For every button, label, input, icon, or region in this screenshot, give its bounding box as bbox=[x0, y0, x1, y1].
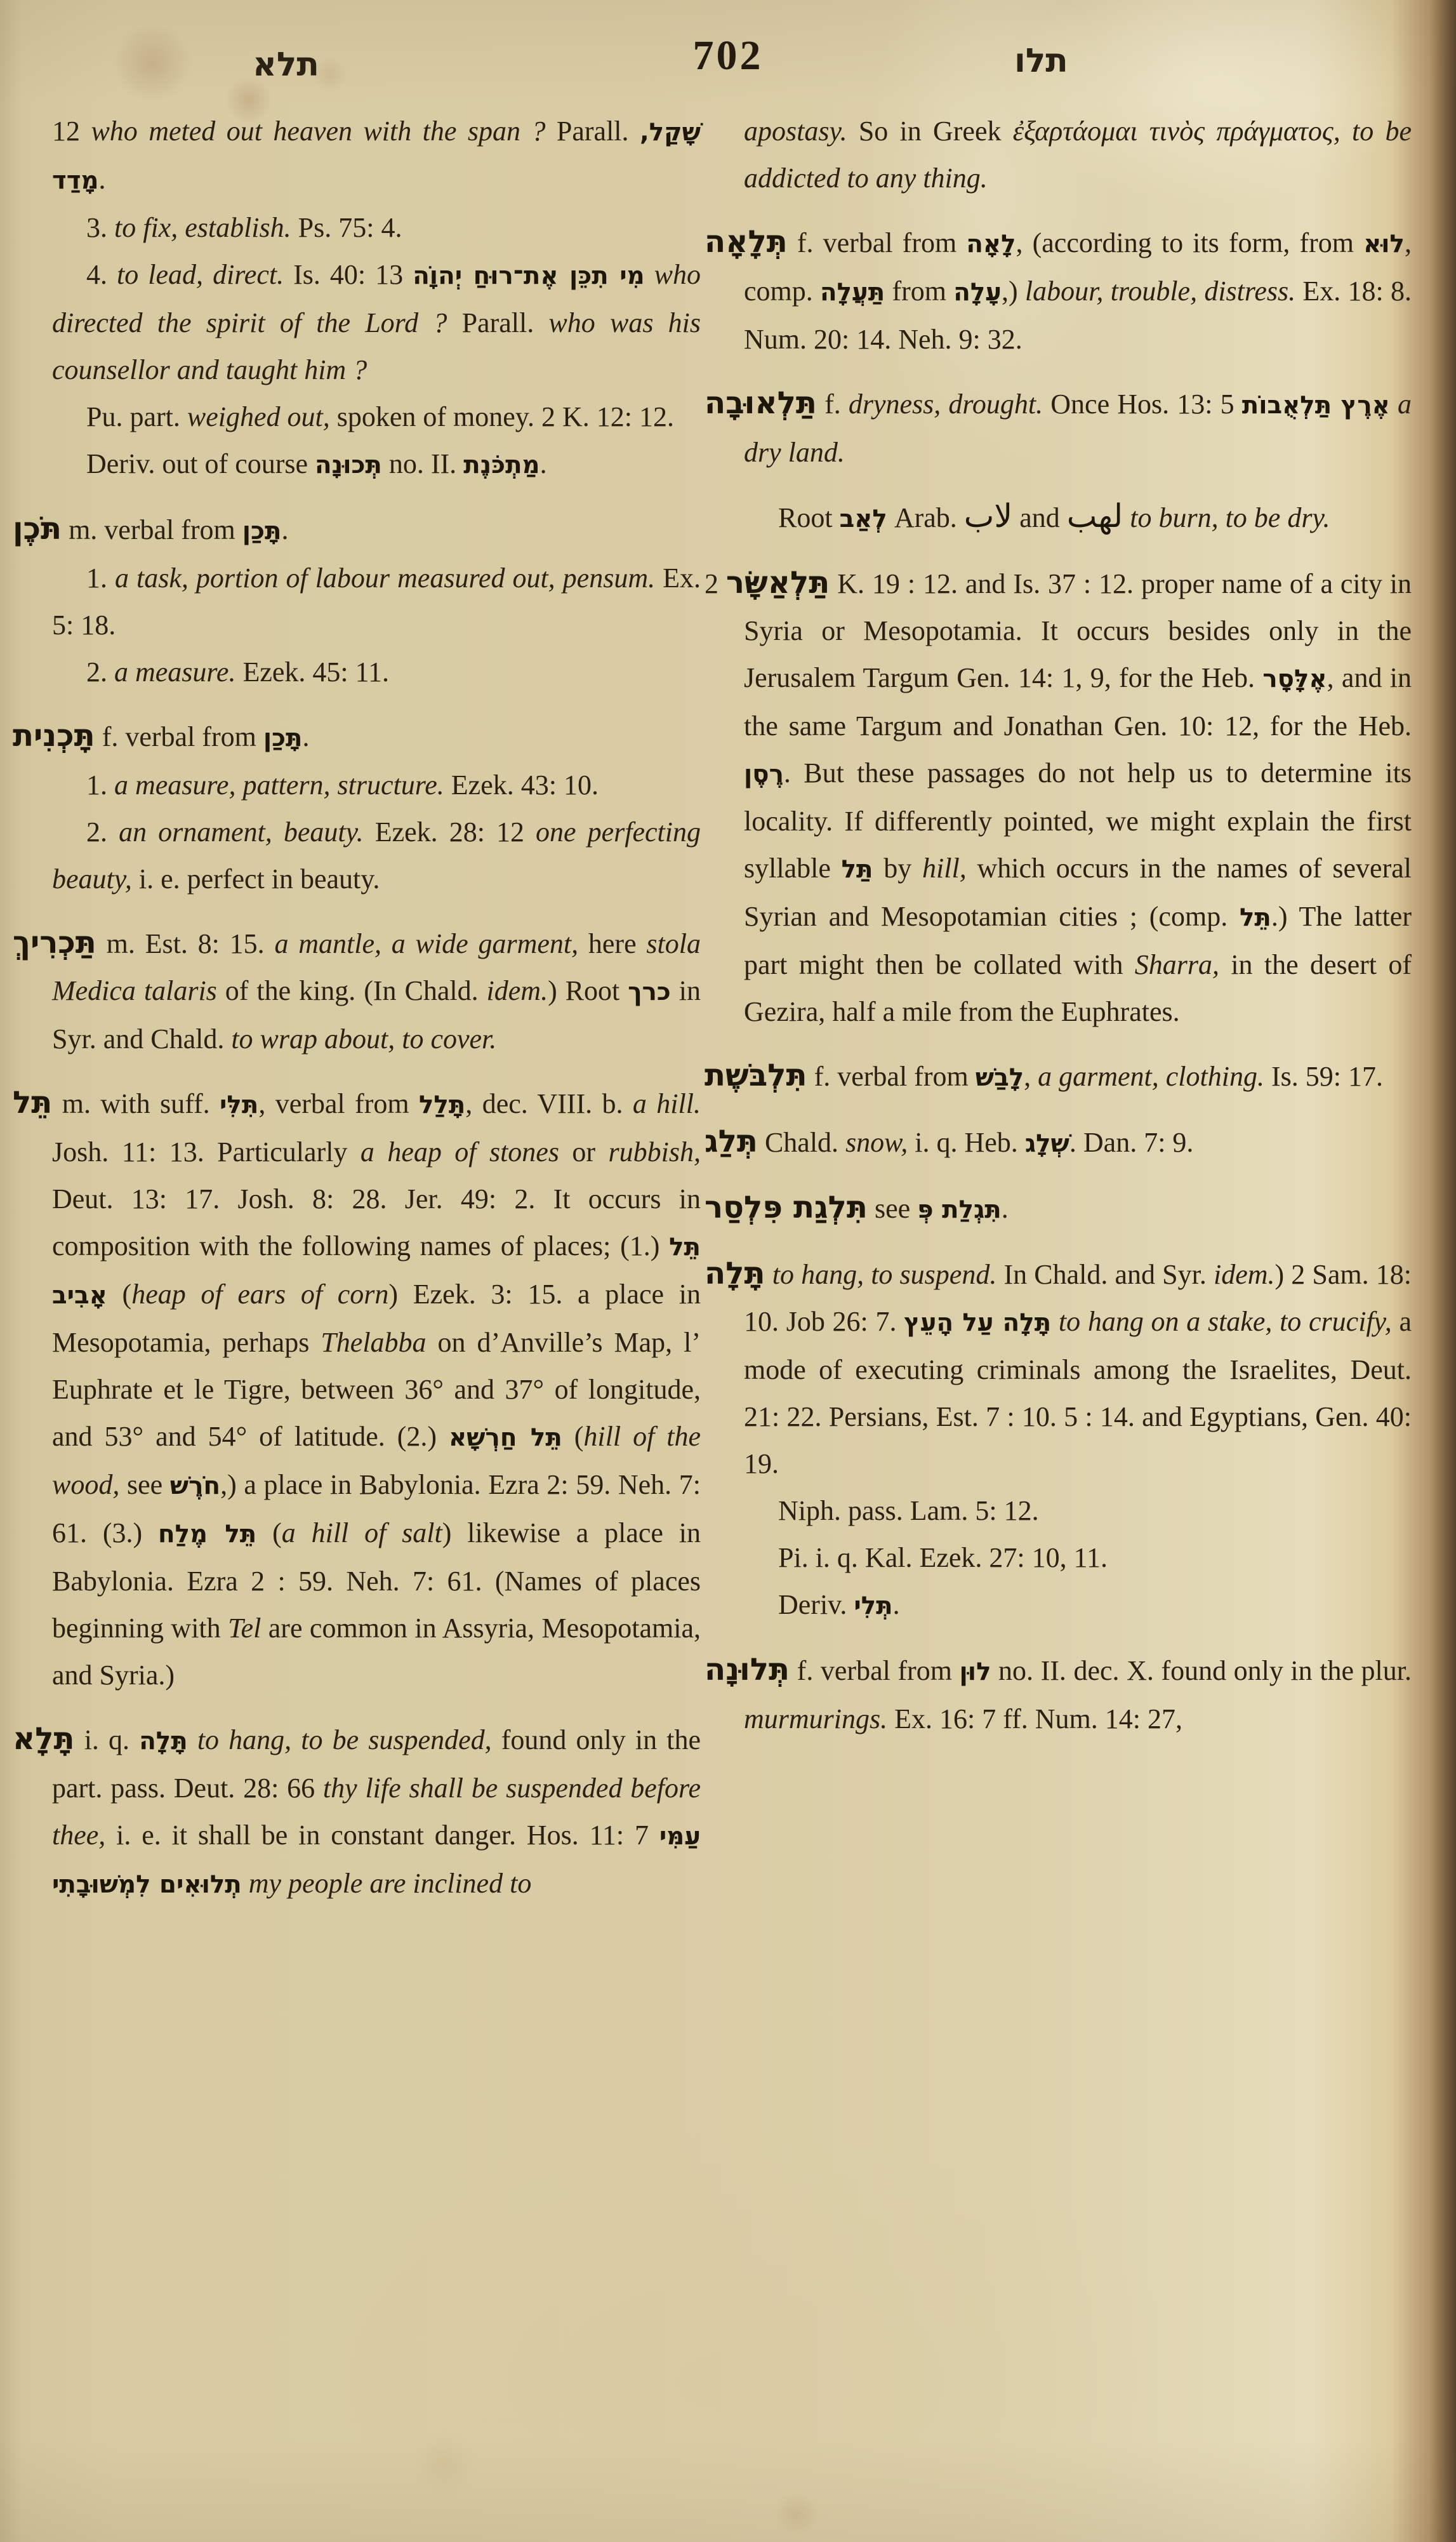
text-run: here bbox=[578, 928, 647, 959]
dictionary-paragraph bbox=[744, 1534, 1412, 1581]
italic-gloss: who directed the spirit of the Lord ? bbox=[52, 259, 701, 338]
text-run: .) The latter part might then be collated with bbox=[744, 901, 1412, 980]
entry-headword: תָּלָא bbox=[13, 1721, 75, 1757]
italic-gloss: who meted out heaven with the span ? bbox=[91, 116, 546, 147]
dictionary-paragraph bbox=[744, 1487, 1412, 1534]
entry-headword: תִּלְבּשֶׁת bbox=[705, 1058, 807, 1093]
entry-paragraph bbox=[705, 218, 1412, 363]
italic-gloss: one perfecting beauty, bbox=[52, 816, 701, 895]
text-run: no. II. dec. X. found only in the plur. bbox=[991, 1655, 1412, 1686]
hebrew-text: שְׁלָג bbox=[1024, 1129, 1069, 1158]
text-run: Josh. 11: 13. Particularly bbox=[52, 1136, 361, 1168]
hebrew-text: תַּעֲלָה bbox=[820, 278, 885, 307]
entry-paragraph bbox=[705, 559, 1412, 1035]
dictionary-paragraph bbox=[52, 555, 701, 649]
italic-gloss: idem. bbox=[486, 975, 548, 1006]
text-run: m. with suff. bbox=[52, 1088, 220, 1119]
text-run bbox=[1390, 389, 1398, 420]
hebrew-text: לָאָה bbox=[966, 230, 1016, 258]
hebrew-text: תְּכוּנָה bbox=[315, 451, 382, 479]
entry-paragraph bbox=[13, 919, 701, 1063]
entry-headword: תִּלְגַת פִּלְסַר bbox=[705, 1190, 868, 1225]
hebrew-text: לוּן bbox=[959, 1658, 991, 1686]
italic-gloss: to wrap about, to cover. bbox=[231, 1023, 497, 1055]
hebrew-text: לְאַב bbox=[839, 505, 887, 533]
text-run: So in Greek bbox=[847, 116, 1013, 147]
text-run: 4. bbox=[86, 259, 117, 290]
text-run: 1. bbox=[86, 769, 114, 801]
italic-gloss: a measure. bbox=[114, 656, 236, 688]
text-run: see bbox=[119, 1469, 170, 1500]
entry-headword: תֹּכֶן bbox=[13, 511, 62, 547]
hebrew-text: מִי תִכֵּן אֶת־רוּחַ יְהוָֹה bbox=[413, 262, 645, 290]
hebrew-text: תַּל bbox=[841, 855, 873, 884]
text-run: Ezek. 43: 10. bbox=[444, 769, 599, 801]
hebrew-text: תָּלָה bbox=[139, 1727, 188, 1755]
text-run: Ezek. 45: 11. bbox=[235, 656, 389, 688]
text-run: , and in the same Targum and Jonathan Gen. 10: 12, for the Heb. bbox=[744, 662, 1412, 742]
dictionary-paragraph bbox=[744, 1581, 1412, 1630]
text-run: , dec. VIII. b. bbox=[465, 1088, 633, 1119]
entry-paragraph bbox=[13, 1079, 701, 1699]
text-run: Pi. i. q. Kal. Ezek. 27: 10, 11. bbox=[778, 1542, 1108, 1573]
arabic-text: لهب bbox=[1066, 497, 1123, 535]
entry-headword: תְּלַג bbox=[705, 1124, 758, 1159]
hebrew-text: תִּלִּי bbox=[220, 1091, 259, 1119]
italic-gloss: my people are inclined to bbox=[248, 1868, 532, 1899]
text-run: . bbox=[281, 514, 289, 545]
text-run: ) Ezek. 3: 15. a place in Mesopotamia, perhaps bbox=[52, 1279, 701, 1358]
text-run: . bbox=[539, 448, 547, 479]
hebrew-text: תִּגְלַת פְּ bbox=[917, 1195, 1002, 1224]
text-run: found only in the part. pass. Deut. 28: 66 bbox=[52, 1724, 701, 1804]
text-run: ( bbox=[107, 1279, 132, 1310]
text-run: . Dan. 7: 9. bbox=[1069, 1127, 1194, 1158]
italic-gloss: hill of the wood, bbox=[52, 1421, 701, 1500]
text-run: Deriv. out of course bbox=[86, 448, 315, 479]
hebrew-text: עַמִּי תְלוּאִים לִמְשׁוּבָתִי bbox=[52, 1822, 701, 1899]
page-number: 702 bbox=[692, 32, 764, 79]
entry-headword: תַּלְאַשָּׂר bbox=[725, 565, 830, 601]
hebrew-text: כרך bbox=[628, 978, 671, 1006]
text-run: , verbal from bbox=[258, 1088, 419, 1119]
text-run: 2. bbox=[86, 816, 119, 848]
italic-gloss: stola Medica talaris bbox=[52, 928, 701, 1006]
italic-gloss: murmurings. bbox=[744, 1703, 888, 1734]
entry-paragraph bbox=[13, 505, 701, 555]
entry-paragraph bbox=[705, 1184, 1412, 1234]
text-run: i. q. Heb. bbox=[908, 1127, 1025, 1158]
text-run: ( bbox=[562, 1421, 584, 1452]
text-run bbox=[1340, 116, 1352, 147]
hebrew-text: תֵּל מֶלַח bbox=[158, 1520, 257, 1548]
text-run bbox=[645, 259, 654, 290]
text-run: in Syr. and Chald. bbox=[52, 975, 701, 1055]
italic-gloss: rubbish, bbox=[608, 1136, 701, 1168]
text-run: Deut. 13: 17. Josh. 8: 28. Jer. 49: 2. It occurs in composition with the following names of places; (1.) bbox=[52, 1183, 701, 1261]
entry-headword: תְּלָאָה bbox=[705, 224, 788, 260]
text-run bbox=[1051, 1306, 1059, 1337]
text-run: . bbox=[1001, 1193, 1009, 1224]
hebrew-text: אֶרֶץ תַּלְאֻבוֹת bbox=[1241, 391, 1390, 420]
text-run: f. bbox=[816, 389, 849, 420]
hebrew-text: מַתְכֹּנֶת bbox=[463, 451, 540, 479]
italic-gloss: a garment, clothing. bbox=[1038, 1061, 1264, 1092]
dictionary-paragraph bbox=[52, 394, 701, 441]
italic-gloss: a hill. bbox=[632, 1088, 701, 1119]
text-run: 2 K. 19 : 12. and Is. 37 : 12. proper name of a city in Syria or Mesopotamia. It occurs besides only in the Jerusalem Targum Gen. 14: 1, 9, for the Heb. bbox=[705, 568, 1412, 693]
entry-paragraph bbox=[705, 380, 1412, 476]
text-run: Arab. bbox=[887, 502, 964, 533]
text-run: a mode of executing criminals among the Israelites, Deut. 21: 22. Persians, Est. 7 : 10. 5 : 14. and Egyptians, Gen. 40: 19. bbox=[744, 1306, 1412, 1479]
text-run: Root bbox=[778, 502, 840, 533]
dictionary-paragraph bbox=[52, 809, 701, 903]
italic-gloss: a measure, pattern, structure. bbox=[114, 769, 444, 801]
text-run: . bbox=[892, 1589, 900, 1620]
hebrew-text: תֵּל אָבִיב bbox=[52, 1233, 701, 1310]
text-run: In Chald. and Syr. bbox=[996, 1259, 1214, 1290]
text-run: Ps. 75: 4. bbox=[291, 212, 402, 243]
italic-gloss: Sharra, bbox=[1134, 949, 1220, 980]
text-run: Chald. bbox=[757, 1127, 846, 1158]
text-run bbox=[1123, 502, 1130, 533]
arabic-text: لاب bbox=[963, 497, 1013, 535]
entry-headword: תֵּל bbox=[13, 1085, 53, 1121]
text-run: m. Est. 8: 15. bbox=[96, 928, 275, 959]
italic-gloss: heap of ears of corn bbox=[131, 1279, 389, 1310]
dictionary-paragraph bbox=[52, 649, 701, 696]
italic-gloss: to be addicted to any thing. bbox=[744, 116, 1412, 194]
text-run: 1. bbox=[86, 562, 115, 594]
text-run: or bbox=[559, 1136, 609, 1168]
text-run: Deriv. bbox=[778, 1589, 854, 1620]
text-run: 2. bbox=[86, 656, 114, 688]
entry-paragraph bbox=[705, 1052, 1412, 1101]
text-run: 12 bbox=[52, 116, 91, 147]
text-run: Once Hos. 13: 5 bbox=[1043, 389, 1242, 420]
text-run: of the king. (In Chald. bbox=[216, 975, 487, 1006]
right-column bbox=[705, 108, 1412, 1743]
text-run: f. verbal from bbox=[787, 227, 967, 258]
entry-headword: תַּכְרִיךְ bbox=[13, 925, 96, 961]
italic-gloss: labour, trouble, distress. bbox=[1024, 276, 1296, 307]
dictionary-paragraph bbox=[744, 108, 1412, 202]
text-run: . But these passages do not help us to determine its locality. If differently pointed, we might explain the first syllable bbox=[744, 757, 1412, 884]
text-run: Ezek. 28: 12 bbox=[363, 816, 536, 848]
greek-text: ἐξαρτάομαι τινὸς πράγματος, bbox=[1012, 116, 1340, 147]
text-run: Ex. 18: 8. Num. 20: 14. Neh. 9: 32. bbox=[744, 276, 1412, 355]
entry-paragraph bbox=[705, 1250, 1412, 1487]
hebrew-text: שָׁקַל, מָדַד bbox=[52, 118, 701, 195]
text-run: 3. bbox=[86, 212, 114, 243]
italic-gloss: dryness, drought. bbox=[848, 389, 1043, 420]
entry-paragraph bbox=[705, 1118, 1412, 1168]
entry-paragraph bbox=[13, 1715, 701, 1908]
text-run bbox=[242, 1868, 249, 1899]
dictionary-paragraph bbox=[52, 108, 701, 204]
italic-gloss: idem. bbox=[1213, 1259, 1275, 1290]
italic-gloss: to hang, to suspend. bbox=[772, 1259, 997, 1290]
italic-gloss: a task, portion of labour measured out, pensum. bbox=[115, 562, 656, 594]
text-run: Parall. bbox=[545, 116, 640, 147]
italic-gloss: a hill of salt bbox=[281, 1517, 442, 1548]
hebrew-text: תְּלִי bbox=[854, 1592, 893, 1620]
hebrew-text: אֶלָּסָר bbox=[1262, 665, 1327, 693]
entry-headword: תָּלָה bbox=[705, 1256, 765, 1291]
text-run: from bbox=[885, 276, 954, 307]
entry-headword: תָּכְנִית bbox=[13, 718, 95, 754]
text-run: , bbox=[1024, 1061, 1038, 1092]
hebrew-text: עָלָה bbox=[953, 278, 1002, 307]
italic-gloss: a heap of stones bbox=[360, 1136, 559, 1168]
text-run: ( bbox=[256, 1517, 282, 1548]
text-run: Is. 59: 17. bbox=[1264, 1061, 1383, 1092]
italic-gloss: an ornament, beauty. bbox=[119, 816, 364, 848]
text-run: are common in Assyria, Mesopotamia, and Syria.) bbox=[52, 1613, 701, 1691]
italic-gloss: Thelabba bbox=[321, 1327, 427, 1358]
italic-gloss: apostasy. bbox=[744, 116, 847, 147]
hebrew-text: תֵּל bbox=[1239, 903, 1271, 932]
text-run: , comp. bbox=[744, 227, 1412, 307]
text-run: ) 2 Sam. 18: 10. Job 26: 7. bbox=[744, 1259, 1412, 1337]
italic-gloss: thy life shall be suspended before thee, bbox=[52, 1773, 701, 1851]
text-run: f. verbal from bbox=[807, 1061, 976, 1092]
text-run: see bbox=[867, 1193, 918, 1224]
hebrew-text: תָּלַל bbox=[418, 1091, 466, 1119]
text-run: by bbox=[873, 853, 923, 884]
hebrew-text: תָּכַן bbox=[242, 517, 282, 545]
dictionary-paragraph bbox=[52, 204, 701, 251]
hebrew-text: תָּלָה עַל הָעֵץ bbox=[904, 1308, 1052, 1337]
text-run: i. e. perfect in beauty. bbox=[131, 863, 380, 895]
text-run: . bbox=[302, 721, 310, 752]
entry-headword: תְּלוּנָה bbox=[705, 1652, 790, 1687]
text-run: Ex. 5: 18. bbox=[52, 562, 701, 641]
entry-paragraph bbox=[13, 712, 701, 762]
italic-gloss: who was his counsellor and taught him ? bbox=[52, 307, 701, 385]
entry-headword: תַּלְאוּבָה bbox=[705, 385, 817, 421]
text-run: spoken of money. 2 K. 12: 12. bbox=[329, 401, 674, 432]
italic-gloss: to hang on a stake, to crucify, bbox=[1058, 1306, 1392, 1337]
text-run: on d’Anville’s Map, l’ Euphrate et le Tigre, between 36° and 37° of longitude, and 53° and 54° of latitude. (2.) bbox=[52, 1327, 701, 1452]
text-run: , (according to its form, from bbox=[1016, 227, 1364, 258]
italic-gloss: to hang, to be suspended, bbox=[197, 1724, 492, 1755]
text-run: ) Root bbox=[548, 975, 628, 1006]
text-run: Is. 40: 13 bbox=[284, 259, 413, 290]
text-run: m. verbal from bbox=[62, 514, 242, 545]
italic-gloss: to fix, establish. bbox=[114, 212, 291, 243]
text-run: which occurs in the names of several Syrian and Mesopotamian cities ; (comp. bbox=[744, 853, 1412, 932]
text-run: ) likewise a place in Babylonia. Ezra 2 : 59. Neh. 7: 61. (Names of places beginning with bbox=[52, 1517, 701, 1644]
dictionary-paragraph bbox=[52, 251, 701, 394]
header-catchword-right: תלו bbox=[1014, 42, 1068, 80]
text-run: f. verbal from bbox=[95, 721, 263, 752]
header-catchword-left: תלא bbox=[253, 46, 319, 84]
hebrew-text: לָבַשׁ bbox=[975, 1063, 1024, 1092]
text-run bbox=[765, 1259, 772, 1290]
hebrew-text: תָּכַן bbox=[263, 724, 303, 752]
text-run: Niph. pass. Lam. 5: 12. bbox=[778, 1495, 1039, 1526]
italic-gloss: a mantle, a wide garment, bbox=[274, 928, 579, 959]
text-run: ,) a place in Babylonia. Ezra 2: 59. Neh. 7: 61. (3.) bbox=[52, 1469, 701, 1548]
hebrew-text: חֹרֶשׁ bbox=[169, 1472, 221, 1500]
left-column bbox=[13, 108, 701, 1908]
italic-gloss: a dry land. bbox=[744, 389, 1412, 468]
text-run bbox=[188, 1724, 197, 1755]
italic-gloss: hill, bbox=[922, 853, 967, 884]
italic-gloss: snow, bbox=[845, 1127, 908, 1158]
text-run: Pu. part. bbox=[86, 401, 187, 432]
text-run: i. q. bbox=[74, 1724, 140, 1755]
dictionary-paragraph bbox=[52, 441, 701, 489]
text-run: Parall. bbox=[447, 307, 549, 338]
text-run: Ex. 16: 7 ff. Num. 14: 27, bbox=[887, 1703, 1182, 1734]
text-run: f. verbal from bbox=[790, 1655, 960, 1686]
text-run: ,) bbox=[1002, 276, 1025, 307]
italic-gloss: to burn, to be dry. bbox=[1130, 502, 1330, 533]
hebrew-text: לוּא bbox=[1363, 230, 1405, 258]
italic-gloss: Tel bbox=[228, 1613, 261, 1644]
hebrew-text: תֵּל חַרְשָׁא bbox=[448, 1423, 562, 1452]
text-run: in the desert of Gezira, half a mile from the Euphrates. bbox=[744, 949, 1412, 1027]
dictionary-paragraph bbox=[52, 762, 701, 809]
text-run: and bbox=[1012, 502, 1067, 533]
text-run: no. II. bbox=[381, 448, 464, 479]
text-run: i. e. it shall be in constant danger. Hos. 11: 7 bbox=[105, 1820, 659, 1851]
hebrew-text: רֶסֶן bbox=[744, 760, 784, 789]
text-run: . bbox=[98, 164, 106, 195]
entry-paragraph bbox=[705, 1646, 1412, 1743]
italic-gloss: to lead, direct. bbox=[117, 259, 284, 290]
italic-gloss: weighed out, bbox=[187, 401, 330, 432]
dictionary-paragraph bbox=[744, 493, 1412, 543]
